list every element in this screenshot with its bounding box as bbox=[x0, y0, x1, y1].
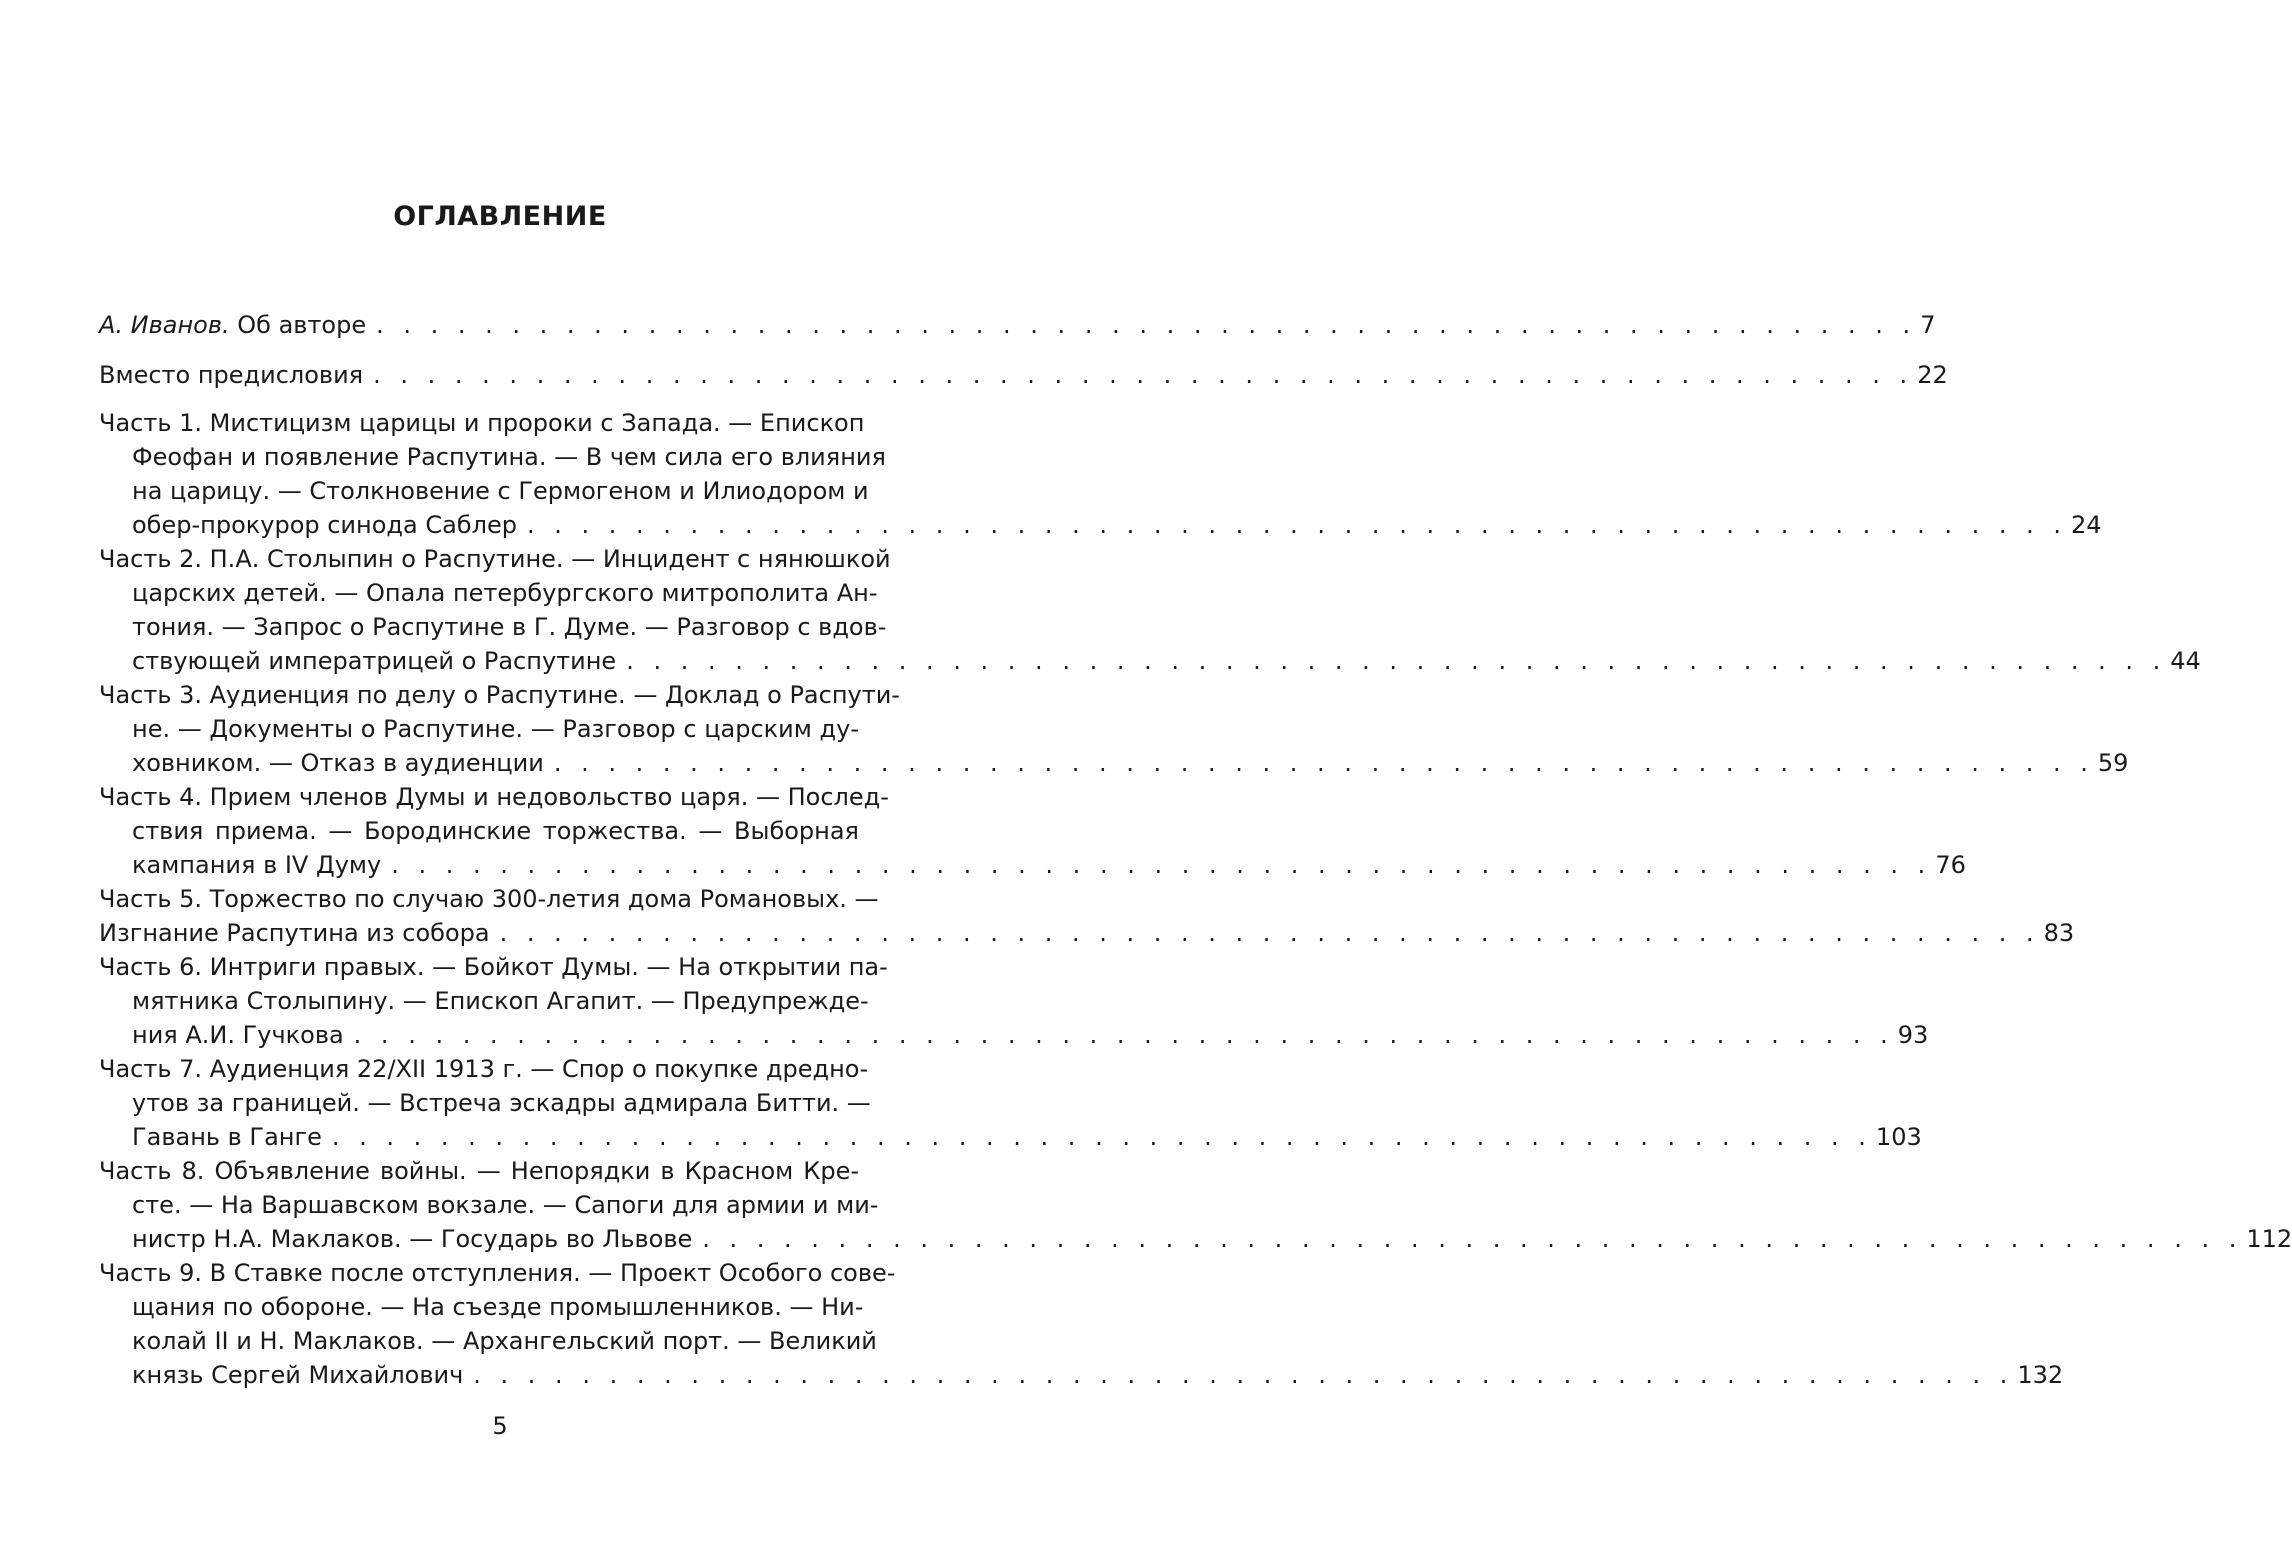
toc-line: Часть 7. Аудиенция 22/XII 1913 г. — Спор о покупке дредно- bbox=[99, 1055, 869, 1083]
toc-entry-title: Вместо предисловия bbox=[99, 361, 364, 389]
toc-entry-title: Об авторе bbox=[229, 311, 367, 339]
toc-line: обер-прокурор синода Саблер . . . . . . . . . . . . . . . . . . . . . . . . . . . . . . . . . . . . . . . . . . . . . . . . . . . . . . . . . 24 bbox=[99, 508, 859, 542]
table-of-contents bbox=[99, 308, 2292, 1392]
toc-entry-page: 93 bbox=[1897, 1021, 1929, 1049]
toc-entry-about-author[interactable] bbox=[99, 308, 1936, 342]
toc-entry-preface[interactable] bbox=[99, 358, 1948, 392]
toc-line: мятника Столыпину. — Епископ Агапит. — Предупрежде- bbox=[132, 987, 869, 1015]
toc-line: ховником. — Отказ в аудиенции . . . . . . . . . . . . . . . . . . . . . . . . . . . . . . . . . . . . . . . . . . . . . . . . . . . . . . . . . 59 bbox=[99, 746, 859, 780]
toc-line: царских детей. — Опала петербургского митрополита Ан- bbox=[132, 579, 878, 607]
toc-entry-author: А. Иванов. bbox=[99, 311, 230, 339]
toc-line: Феофан и появление Распутина. — В чем сила его влияния bbox=[132, 443, 886, 471]
toc-entry-part-8[interactable] bbox=[99, 1154, 2292, 1256]
toc-entry-page: 44 bbox=[2170, 647, 2201, 675]
dot-leader: . . . . . . . . . . . . . . . . . . . . . . . . . . . . . . . . . . . . . . . . . . . . . . . . . . . . . . . . . bbox=[499, 919, 2040, 947]
toc-line: Изгнание Распутина из собора . . . . . . . . . . . . . . . . . . . . . . . . . . . . . . . . . . . . . . . . . . . . . . . . . . . . . . . . . 83 bbox=[99, 916, 859, 950]
toc-line: ствия приема. — Бородинские торжества. — Выборная bbox=[132, 817, 859, 845]
toc-line: щания по обороне. — На съезде промышленников. — Ни- bbox=[132, 1293, 864, 1321]
toc-line: ния А.И. Гучкова . . . . . . . . . . . . . . . . . . . . . . . . . . . . . . . . . . . . . . . . . . . . . . . . . . . . . . . . . 93 bbox=[99, 1018, 859, 1052]
toc-entry-page: 83 bbox=[2043, 919, 2075, 947]
toc-entry-page: 103 bbox=[1875, 1123, 1922, 1151]
toc-entry-part-5[interactable] bbox=[99, 882, 2075, 950]
dot-leader: . . . . . . . . . . . . . . . . . . . . . . . . . . . . . . . . . . . . . . . . . . . . . . . . . . . . . . . . . bbox=[391, 851, 1932, 879]
toc-entry-page: 76 bbox=[1935, 851, 1966, 879]
dot-leader: . . . . . . . . . . . . . . . . . . . . . . . . . . . . . . . . . . . . . . . . . . . . . . . . . . . . . . . . . bbox=[473, 1361, 2014, 1389]
toc-entry-part-4[interactable] bbox=[99, 780, 1966, 882]
dot-leader: . . . . . . . . . . . . . . . . . . . . . . . . . . . . . . . . . . . . . . . . . . . . . . . . . . . . . . . . . bbox=[376, 311, 1917, 339]
toc-line: Гавань в Ганге . . . . . . . . . . . . . . . . . . . . . . . . . . . . . . . . . . . . . . . . . . . . . . . . . . . . . . . . . 103 bbox=[99, 1120, 859, 1154]
toc-line: Часть 5. Торжество по случаю 300-летия дома Романовых. — bbox=[99, 885, 879, 913]
toc-entry-page: 24 bbox=[2071, 511, 2102, 539]
toc-line: князь Сергей Михайлович . . . . . . . . . . . . . . . . . . . . . . . . . . . . . . . . . . . . . . . . . . . . . . . . . . . . . . . . . 132 bbox=[99, 1358, 859, 1392]
dot-leader: . . . . . . . . . . . . . . . . . . . . . . . . . . . . . . . . . . . . . . . . . . . . . . . . . . . . . . . . . bbox=[373, 361, 1914, 389]
toc-line: Часть 1. Мистицизм царицы и пророки с Запада. — Епископ bbox=[99, 409, 865, 437]
toc-line: утов за границей. — Встреча эскадры адмирала Битти. — bbox=[132, 1089, 871, 1117]
dot-leader: . . . . . . . . . . . . . . . . . . . . . . . . . . . . . . . . . . . . . . . . . . . . . . . . . . . . . . . . . bbox=[353, 1021, 1894, 1049]
page-number: 5 bbox=[492, 1412, 508, 1440]
toc-entry-page: 59 bbox=[2097, 749, 2129, 777]
dot-leader: . . . . . . . . . . . . . . . . . . . . . . . . . . . . . . . . . . . . . . . . . . . . . . . . . . . . . . . . . bbox=[553, 749, 2094, 777]
toc-entry-page: 22 bbox=[1917, 361, 1948, 389]
toc-line: колай II и Н. Маклаков. — Архангельский порт. — Великий bbox=[132, 1327, 877, 1355]
toc-entry-part-7[interactable] bbox=[99, 1052, 1922, 1154]
dot-leader: . . . . . . . . . . . . . . . . . . . . . . . . . . . . . . . . . . . . . . . . . . . . . . . . . . . . . . . . . bbox=[702, 1225, 2243, 1253]
toc-line: кампания в IV Думу . . . . . . . . . . . . . . . . . . . . . . . . . . . . . . . . . . . . . . . . . . . . . . . . . . . . . . . . . 76 bbox=[99, 848, 859, 882]
dot-leader: . . . . . . . . . . . . . . . . . . . . . . . . . . . . . . . . . . . . . . . . . . . . . . . . . . . . . . . . . bbox=[526, 511, 2068, 539]
toc-line: Часть 4. Прием членов Думы и недовольство царя. — Послед- bbox=[99, 783, 889, 811]
toc-entry-part-9[interactable] bbox=[99, 1256, 2064, 1392]
toc-entry-part-6[interactable] bbox=[99, 950, 1929, 1052]
dot-leader: . . . . . . . . . . . . . . . . . . . . . . . . . . . . . . . . . . . . . . . . . . . . . . . . . . . . . . . . . bbox=[626, 647, 2167, 675]
toc-entry-page: 7 bbox=[1920, 311, 1936, 339]
toc-line: сте. — На Варшавском вокзале. — Сапоги для армии и ми- bbox=[132, 1191, 879, 1219]
dot-leader: . . . . . . . . . . . . . . . . . . . . . . . . . . . . . . . . . . . . . . . . . . . . . . . . . . . . . . . . . bbox=[331, 1123, 1872, 1151]
toc-entry-part-1[interactable] bbox=[99, 406, 2102, 542]
toc-entry-page: 132 bbox=[2017, 1361, 2064, 1389]
toc-entry-page: 112 bbox=[2246, 1225, 2292, 1253]
toc-line: Часть 3. Аудиенция по делу о Распутине. — Доклад о Распути- bbox=[99, 681, 900, 709]
toc-line: нистр Н.А. Маклаков. — Государь во Львове . . . . . . . . . . . . . . . . . . . . . . . . . . . . . . . . . . . . . . . . . . . . . . . . . . . . . . . . . 112 bbox=[99, 1222, 859, 1256]
toc-entry-part-2[interactable] bbox=[99, 542, 2201, 678]
toc-line: ствующей императрицей о Распутине . . . . . . . . . . . . . . . . . . . . . . . . . . . . . . . . . . . . . . . . . . . . . . . . . . . . . . . . . 44 bbox=[99, 644, 859, 678]
toc-line bbox=[99, 308, 1936, 342]
toc-line: Часть 8. Объявление войны. — Непорядки в Красном Кре- bbox=[99, 1157, 859, 1185]
toc-line: Часть 2. П.А. Столыпин о Распутине. — Инцидент с нянюшкой bbox=[99, 545, 891, 573]
toc-line: на царицу. — Столкновение с Гермогеном и Илиодором и bbox=[132, 477, 869, 505]
toc-line: тония. — Запрос о Распутине в Г. Думе. — Разговор с вдов- bbox=[132, 613, 887, 641]
toc-line: Часть 6. Интриги правых. — Бойкот Думы. — На открытии па- bbox=[99, 953, 888, 981]
toc-entry-part-3[interactable] bbox=[99, 678, 2129, 780]
toc-line bbox=[99, 358, 1948, 392]
toc-line: не. — Документы о Распутине. — Разговор с царским ду- bbox=[132, 715, 859, 743]
page-title: ОГЛАВЛЕНИЕ bbox=[393, 201, 607, 232]
toc-line: Часть 9. В Ставке после отступления. — Проект Особого сове- bbox=[99, 1259, 896, 1287]
